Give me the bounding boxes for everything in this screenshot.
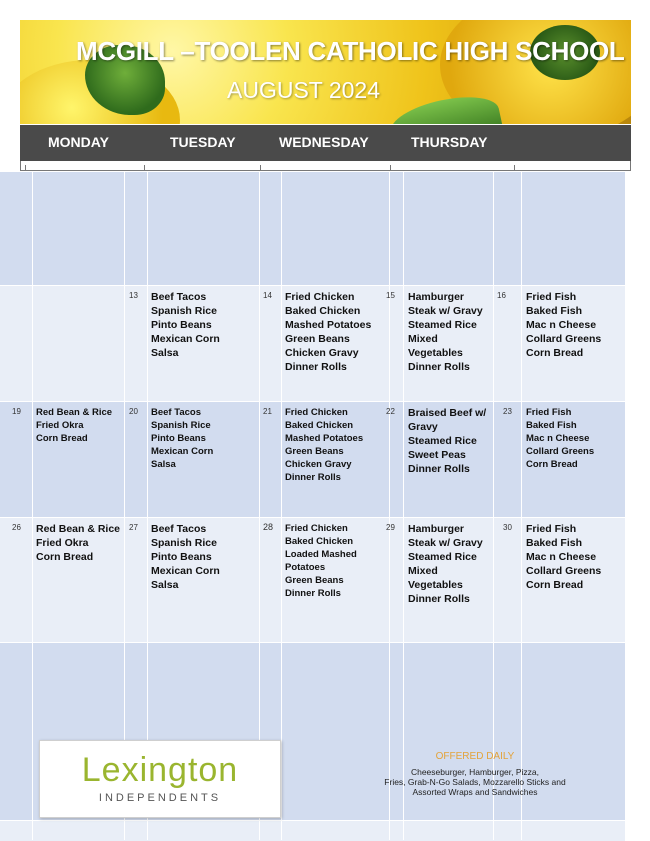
menu-aug-30: Fried Fish Baked Fish Mac n Cheese Collard Greens Corn Bread xyxy=(526,523,602,591)
day-tuesday: TUESDAY xyxy=(170,134,236,150)
date-13: 13 xyxy=(129,291,138,300)
menu-aug-29: Hamburger Steak w/ Gravy Steamed Rice Mixed Vegetables Dinner Rolls xyxy=(408,523,483,605)
header-bracket xyxy=(20,161,631,171)
date-15: 15 xyxy=(386,291,395,300)
date-28: 28 xyxy=(263,522,274,532)
logo-tagline: INDEPENDENTS xyxy=(98,792,222,804)
menu-aug-13: Beef Tacos Spanish Rice Pinto Beans Mexican Corn Salsa xyxy=(151,291,220,359)
day-wednesday: WEDNESDAY xyxy=(279,134,369,150)
date-19: 19 xyxy=(12,407,21,416)
date-22: 22 xyxy=(386,407,395,416)
menu-aug-23: Fried Fish Baked Fish Mac n Cheese Collard Greens Corn Bread xyxy=(526,407,595,470)
date-27: 27 xyxy=(129,523,138,532)
menu-aug-19: Red Bean & Rice Fried Okra Corn Bread xyxy=(36,407,113,444)
logo-name: Lexington xyxy=(81,751,239,789)
header-banner xyxy=(20,20,631,124)
date-16: 16 xyxy=(497,291,506,300)
day-thursday: THURSDAY xyxy=(411,134,488,150)
menu-aug-20: Beef Tacos Spanish Rice Pinto Beans Mexican Corn Salsa xyxy=(151,407,214,470)
calendar-row-week1 xyxy=(0,172,625,285)
date-20: 20 xyxy=(129,407,138,416)
day-monday: MONDAY xyxy=(48,134,109,150)
date-21: 21 xyxy=(263,407,272,416)
menu-aug-16: Fried Fish Baked Fish Mac n Cheese Collard Greens Corn Bread xyxy=(526,291,602,359)
date-23: 23 xyxy=(503,407,512,416)
menu-aug-27: Beef Tacos Spanish Rice Pinto Beans Mexican Corn Salsa xyxy=(151,523,220,591)
school-title: MCGILL –TOOLEN CATHOLIC HIGH SCHOOL xyxy=(76,36,625,66)
date-29: 29 xyxy=(386,523,395,532)
calendar-row-bottom xyxy=(0,821,625,841)
menu-aug-28: Fried Chicken Baked Chicken Loaded Mashed Potatoes Green Beans Dinner Rolls xyxy=(285,523,357,599)
menu-aug-22: Braised Beef w/ Gravy Steamed Rice Sweet Peas Dinner Rolls xyxy=(408,407,487,475)
offered-daily-box xyxy=(382,751,568,797)
date-26: 26 xyxy=(12,523,21,532)
date-14: 14 xyxy=(263,291,272,300)
menu-aug-15: Hamburger Steak w/ Gravy Steamed Rice Mixed Vegetables Dinner Rolls xyxy=(408,291,483,373)
menu-aug-21: Fried Chicken Baked Chicken Mashed Potatoes Green Beans Chicken Gravy Dinner Rolls xyxy=(285,407,364,483)
lexington-logo xyxy=(39,740,281,818)
menu-aug-14: Fried Chicken Baked Chicken Mashed Potatoes Green Beans Chicken Gravy Dinner Rolls xyxy=(285,291,372,373)
menu-aug-26: Red Bean & Rice Fried Okra Corn Bread xyxy=(36,523,121,563)
date-30: 30 xyxy=(503,523,512,532)
month-title: AUGUST 2024 xyxy=(227,77,380,103)
offered-daily-text: Cheeseburger, Hamburger, Pizza, Fries, Grab-N-Go Salads, Mozzarello Sticks and Assorted Wraps and Sandwiches xyxy=(384,767,566,797)
day-header-bar xyxy=(20,125,631,161)
offered-daily-title: OFFERED DAILY xyxy=(435,751,515,762)
